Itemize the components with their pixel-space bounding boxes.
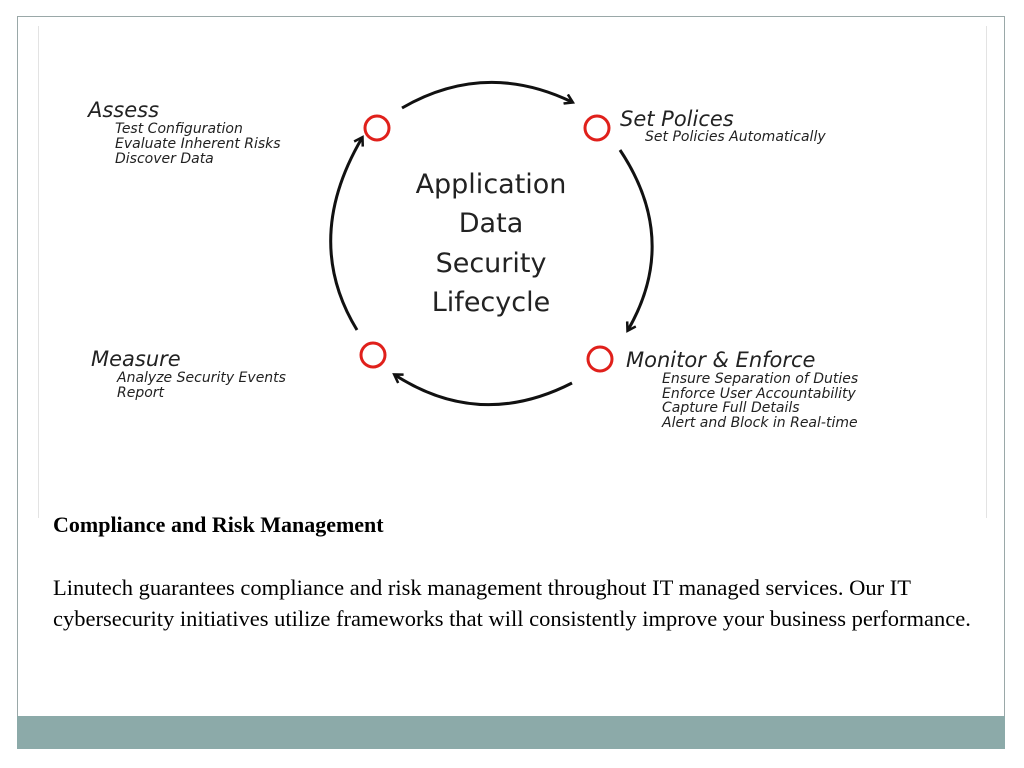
lifecycle-diagram <box>40 40 985 480</box>
divider-right <box>986 26 987 518</box>
stage-set-policies-title: Set Polices <box>620 107 734 131</box>
center-line-1: Application <box>415 169 567 200</box>
stage-set-policies <box>620 107 826 145</box>
stage-monitor-item: Enforce User Accountability <box>662 386 856 402</box>
caption-title: Compliance and Risk Management <box>53 512 384 537</box>
stage-monitor-item: Ensure Separation of Duties <box>662 371 859 387</box>
caption <box>53 510 983 634</box>
arc-assess-to-policies <box>402 82 572 108</box>
stage-measure-title: Measure <box>91 347 181 371</box>
stage-measure-item: Report <box>117 385 165 401</box>
node-monitor-icon <box>588 347 612 371</box>
stage-assess-item: Test Configuration <box>115 121 243 137</box>
stage-assess-item: Discover Data <box>115 151 214 167</box>
center-line-2: Data <box>458 208 524 239</box>
node-measure-icon <box>361 343 385 367</box>
stage-measure <box>91 347 286 401</box>
center-line-3: Security <box>435 248 547 279</box>
center-title <box>416 169 567 318</box>
arc-monitor-to-measure <box>395 375 572 405</box>
center-line-4: Lifecycle <box>431 287 551 318</box>
lifecycle-svg <box>40 40 985 480</box>
arc-policies-to-monitor <box>620 150 652 330</box>
stage-monitor-item: Alert and Block in Real-time <box>662 415 858 431</box>
stage-set-policies-item: Set Policies Automatically <box>645 129 826 145</box>
stage-assess-title: Assess <box>88 98 160 122</box>
stage-assess <box>86 98 281 167</box>
stage-monitor-title: Monitor & Enforce <box>626 348 816 372</box>
stage-monitor-item: Capture Full Details <box>662 400 800 416</box>
caption-body: Linutech guarantees compliance and risk management throughout IT managed services. Our IT cybersecurity initiatives utilize frameworks that will consistently improve your business performance. <box>53 575 971 631</box>
stage-assess-item: Evaluate Inherent Risks <box>115 136 281 152</box>
divider-left <box>38 26 39 518</box>
arc-measure-to-assess <box>331 138 362 330</box>
node-assess-icon <box>365 116 389 140</box>
stage-measure-item: Analyze Security Events <box>117 370 286 386</box>
stage-monitor <box>626 348 858 431</box>
footer-bar <box>17 716 1005 749</box>
node-set-policies-icon <box>585 116 609 140</box>
